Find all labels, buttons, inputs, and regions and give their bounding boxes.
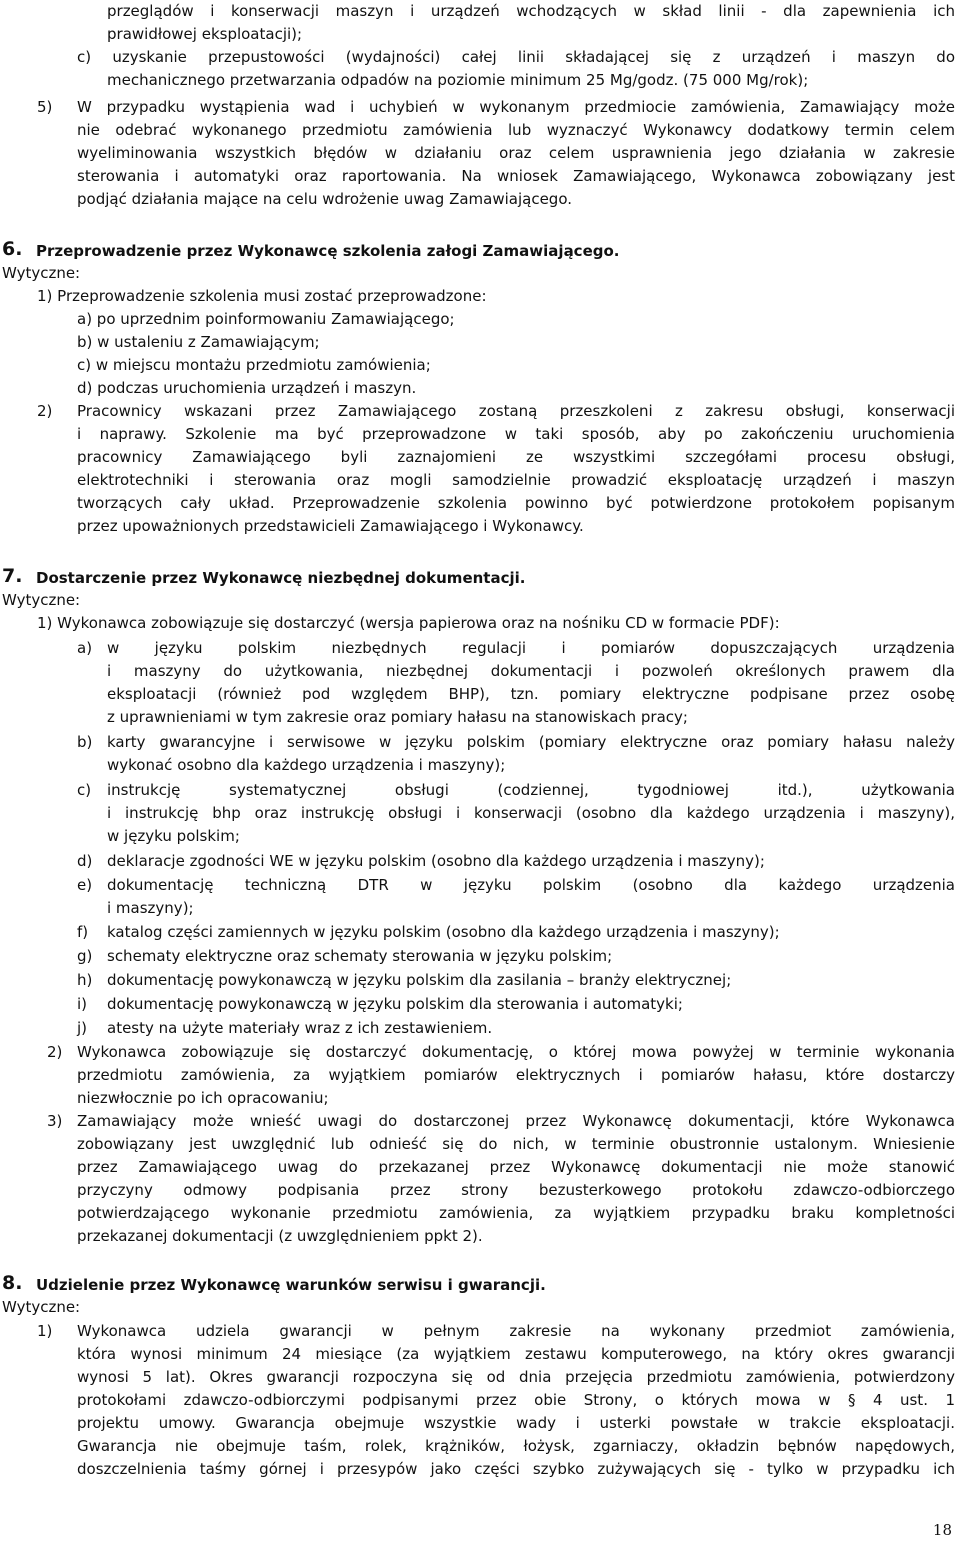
- list-number: 2): [37, 402, 53, 420]
- paragraph-line: elektrotechniki i sterowania oraz mogli samodzielnie prowadzić eksploatację urządzeń i maszyn: [77, 471, 955, 489]
- list-number: 2): [47, 1043, 63, 1061]
- list-letter: d): [77, 852, 93, 870]
- section-number: 8.: [2, 1272, 23, 1294]
- page-number: 18: [932, 1521, 952, 1539]
- list-letter: b): [77, 733, 93, 751]
- paragraph-line: prawidłowej eksploatacji);: [107, 25, 303, 43]
- section-number: 6.: [2, 238, 23, 260]
- paragraph-line: i instrukcję bhp oraz instrukcję obsługi i konserwacji (osobno dla każdego urządzenia i maszyny),: [107, 804, 955, 822]
- list-item: c) w miejscu montażu przedmiotu zamówienia;: [77, 356, 431, 374]
- paragraph-line: z uprawnieniami w tym zakresie oraz pomiary hałasu na stanowiskach pracy;: [107, 708, 688, 726]
- guidelines-label: Wytyczne:: [2, 591, 81, 609]
- paragraph-line: wynosi 5 lat). Okres gwarancji rozpoczyna się od dnia przejęcia przedmiotu zamówienia, potwierdzony: [77, 1368, 955, 1386]
- list-letter: i): [77, 995, 88, 1013]
- paragraph-line: wykonać osobno dla każdego urządzenia i maszyny);: [107, 756, 506, 774]
- paragraph-line: Wykonawca zobowiązuje się dostarczyć dokumentację, o której mowa powyżej w terminie wykonania: [77, 1043, 955, 1061]
- guidelines-label: Wytyczne:: [2, 1298, 81, 1316]
- paragraph-line: Zamawiający może wnieść uwagi do dostarczonej przez Wykonawcę dokumentacji, które Wykonawca: [77, 1112, 955, 1130]
- paragraph-line: sterowania i automatyki oraz raportowania. Na wniosek Zamawiającego, Wykonawca zobowiązany jest: [77, 167, 955, 185]
- section-heading: Dostarczenie przez Wykonawcę niezbędnej dokumentacji.: [36, 569, 526, 587]
- paragraph-line: katalog części zamiennych w języku polskim (osobno dla każdego urządzenia i maszyny);: [107, 923, 780, 941]
- list-letter: j): [77, 1019, 88, 1037]
- paragraph-line: tworzących cały układ. Przeprowadzenie szkolenia powinno być potwierdzone protokołem popisanym: [77, 494, 955, 512]
- paragraph-line: Gwarancja nie obejmuje taśm, rolek, krążników, łożysk, zgarniaczy, okładzin bębnów napędowych,: [77, 1437, 955, 1455]
- paragraph-line: nie odebrać wykonanego przedmiotu zamówienia lub wyznaczyć Wykonawcy dodatkowy termin celem: [77, 121, 955, 139]
- paragraph-line: atesty na użyte materiały wraz z ich zestawieniem.: [107, 1019, 493, 1037]
- paragraph-line: zobowiązany jest uwzględnić lub odnieść się do nich, w terminie obustronnie ustalonym. Wniesienie: [77, 1135, 955, 1153]
- list-item: 1) Wykonawca zobowiązuje się dostarczyć (wersja papierowa oraz na nośniku CD w formacie PDF):: [37, 614, 780, 632]
- paragraph-line: mechanicznego przetwarzania odpadów na poziomie minimum 25 Mg/godz. (75 000 Mg/rok);: [107, 71, 809, 89]
- paragraph-line: instrukcję systematycznej obsługi (codziennej, tygodniowej itd.), użytkowania: [107, 781, 955, 799]
- list-letter: g): [77, 947, 93, 965]
- paragraph-line: i maszyny do użytkowania, niezbędnej dokumentacji i pozwoleń określonych prawem dla: [107, 662, 955, 680]
- list-item: a) po uprzednim poinformowaniu Zamawiającego;: [77, 310, 455, 328]
- paragraph-line: niezwłocznie po ich opracowaniu;: [77, 1089, 329, 1107]
- section-heading: Przeprowadzenie przez Wykonawcę szkolenia załogi Zamawiającego.: [36, 242, 620, 260]
- paragraph-line: dokumentację powykonawczą w języku polskim dla zasilania – branży elektrycznej;: [107, 971, 732, 989]
- paragraph-line: przekazanej dokumentacji (z uwzględnieniem ppkt 2).: [77, 1227, 483, 1245]
- paragraph-line: przedmiotu zamówienia, za wyjątkiem pomiarów elektrycznych i pomiarów hałasu, które dostarczy: [77, 1066, 955, 1084]
- paragraph-line: W przypadku wystąpienia wad i uchybień w wykonanym przedmiocie zamówienia, Zamawiający może: [77, 98, 955, 116]
- paragraph-line: eksploatacji (również pod względem BHP), tzn. pomiary elektryczne podpisane przez osobę: [107, 685, 955, 703]
- paragraph-line: potwierdzającego wykonanie przedmiotu zamówienia, za wyjątkiem przypadku braku kompletności: [77, 1204, 955, 1222]
- paragraph-line: projektu umowy. Gwarancja obejmuje wszystkie wady i usterki powstałe w trakcie eksploatacji.: [77, 1414, 955, 1432]
- paragraph-line: przez upoważnionych przedstawicieli Zamawiającego i Wykonawcy.: [77, 517, 584, 535]
- list-number: 3): [47, 1112, 63, 1130]
- guidelines-label: Wytyczne:: [2, 264, 81, 282]
- list-number: 5): [37, 98, 53, 116]
- list-letter: e): [77, 876, 93, 894]
- list-letter: a): [77, 639, 93, 657]
- paragraph-line: karty gwarancyjne i serwisowe w języku polskim (pomiary elektryczne oraz pomiary hałasu należy: [107, 733, 955, 751]
- paragraph-line: przeglądów i konserwacji maszyn i urządzeń wchodzących w skład linii - dla zapewnienia ich: [107, 2, 955, 20]
- paragraph-line: i maszyny);: [107, 899, 194, 917]
- list-letter: h): [77, 971, 93, 989]
- paragraph-line: przyczyny odmowy podpisania przez strony bezusterkowego protokołu zdawczo-odbiorczego: [77, 1181, 955, 1199]
- paragraph-line: schematy elektryczne oraz schematy sterowania w języku polskim;: [107, 947, 613, 965]
- list-letter: c): [77, 781, 92, 799]
- paragraph-line: deklaracje zgodności WE w języku polskim (osobno dla każdego urządzenia i maszyny);: [107, 852, 765, 870]
- paragraph-line: pracownicy Zamawiającego byli zaznajomieni ze wszystkimi szczegółami procesu obsługi,: [77, 448, 955, 466]
- section-heading: Udzielenie przez Wykonawcę warunków serwisu i gwarancji.: [36, 1276, 546, 1294]
- list-item: d) podczas uruchomienia urządzeń i maszyn.: [77, 379, 417, 397]
- list-number: 1): [37, 1322, 53, 1340]
- paragraph-line: protokołami zdawczo-odbiorczymi podpisanymi przez obie Strony, o których mowa w § 4 ust. 1: [77, 1391, 955, 1409]
- paragraph-line: dokumentację techniczną DTR w języku polskim (osobno dla każdego urządzenia: [107, 876, 955, 894]
- paragraph-line: w języku polskim;: [107, 827, 240, 845]
- paragraph-line: c) uzyskanie przepustowości (wydajności) całej linii składającej się z urządzeń i maszyn do: [77, 48, 955, 66]
- paragraph-line: przez Zamawiającego uwag do przekazanej przez Wykonawcę dokumentacji nie może stanowić: [77, 1158, 955, 1176]
- paragraph-line: doszczelnienia taśmy górnej i przesypów jako części szybko zużywających się - tylko w przypadku ich: [77, 1460, 955, 1478]
- section-number: 7.: [2, 565, 23, 587]
- paragraph-line: w języku polskim niezbędnych regulacji i pomiarów dopuszczających urządzenia: [107, 639, 955, 657]
- paragraph-line: podjąć działania mające na celu wdrożenie uwag Zamawiającego.: [77, 190, 572, 208]
- paragraph-line: i naprawy. Szkolenie ma być przeprowadzone w taki sposób, aby po zakończeniu uruchomienia: [77, 425, 955, 443]
- list-letter: f): [77, 923, 89, 941]
- paragraph-line: która wynosi minimum 24 miesiące (za wyjątkiem zestawu komputerowego, na który okres gwarancji: [77, 1345, 955, 1363]
- paragraph-line: Pracownicy wskazani przez Zamawiającego zostaną przeszkoleni z zakresu obsługi, konserwacji: [77, 402, 955, 420]
- paragraph-line: wyeliminowania wszystkich błędów w działaniu oraz celem usprawnienia jego działania w zakresie: [77, 144, 955, 162]
- list-item: b) w ustaleniu z Zamawiającym;: [77, 333, 320, 351]
- paragraph-line: Wykonawca udziela gwarancji w pełnym zakresie na wykonany przedmiot zamówienia,: [77, 1322, 955, 1340]
- paragraph-line: dokumentację powykonawczą w języku polskim dla sterowania i automatyki;: [107, 995, 683, 1013]
- list-item: 1) Przeprowadzenie szkolenia musi zostać przeprowadzone:: [37, 287, 487, 305]
